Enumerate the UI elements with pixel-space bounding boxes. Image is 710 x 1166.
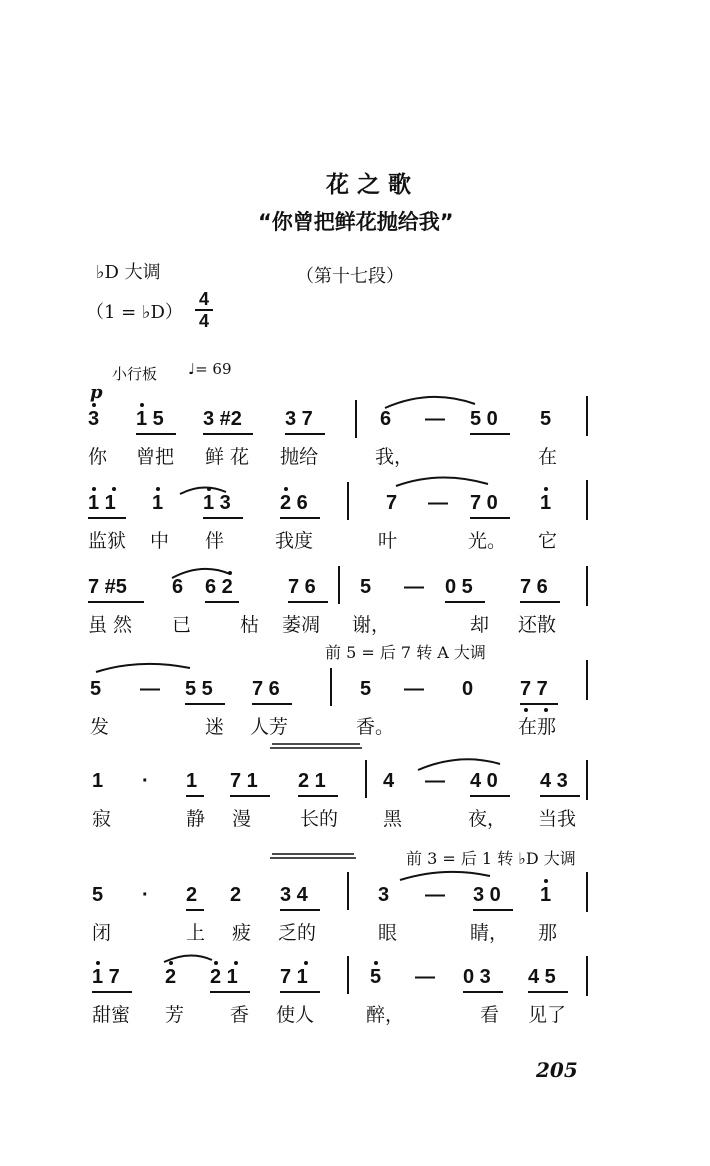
note: 7 #5 [88, 576, 127, 598]
octave-dot [112, 487, 116, 491]
underline [210, 991, 250, 993]
tempo-value: ♩= 69 [188, 360, 232, 378]
lyric: 乏的 [278, 922, 317, 944]
note: 5 [92, 884, 104, 906]
lyric: 看 [480, 1004, 500, 1026]
bar-line [586, 396, 588, 436]
lyric: 光。 [468, 530, 507, 552]
lyric: 寂 [92, 808, 112, 830]
underline [540, 795, 580, 797]
note: — [425, 408, 445, 430]
note: 4 3 [540, 770, 568, 792]
note: 0 [462, 678, 474, 700]
bar-line [586, 872, 588, 912]
octave-dot [92, 403, 96, 407]
lyric: 上 [186, 922, 206, 944]
note: — [428, 492, 448, 514]
note: 1 [152, 492, 164, 514]
note: 5 [90, 678, 102, 700]
underline [520, 601, 560, 603]
note: 2 1 [298, 770, 326, 792]
time-signature [195, 290, 213, 330]
page-number: 205 [536, 1058, 578, 1082]
tonic-label: （1 = ♭D） [86, 302, 183, 323]
underline [470, 433, 510, 435]
tempo-marking: 小行板 [112, 365, 158, 383]
note: 5 [360, 576, 372, 598]
octave-dot [207, 487, 211, 491]
note: 5 [370, 966, 382, 988]
note: 6 2 [205, 576, 233, 598]
note: 2 [230, 884, 242, 906]
underline [528, 991, 568, 993]
note: 2 [186, 884, 198, 906]
bar-line [347, 482, 349, 520]
underline [252, 703, 292, 705]
bar-line [338, 566, 340, 604]
lyric: 芳 [165, 1004, 185, 1026]
octave-dot [214, 961, 218, 965]
underline [230, 795, 270, 797]
lyric: 甜蜜 [92, 1004, 131, 1026]
underline [463, 991, 503, 993]
note: 6 [380, 408, 392, 430]
note: · [142, 770, 149, 792]
bar-line [347, 872, 349, 910]
underline [470, 517, 510, 519]
note: 1 3 [203, 492, 231, 514]
lyric: 静 [186, 808, 206, 830]
note: 5 5 [185, 678, 213, 700]
octave-dot [284, 487, 288, 491]
lyric: 抛给 [280, 446, 319, 468]
note: 3 #2 [203, 408, 242, 430]
note: 2 [165, 966, 177, 988]
note: 1 5 [136, 408, 164, 430]
note: 7 6 [520, 576, 548, 598]
lyric: 在那 [518, 716, 557, 738]
lyric: 枯 [240, 614, 260, 636]
underline [186, 909, 204, 911]
underline [92, 991, 132, 993]
octave-dot [544, 487, 548, 491]
note: 4 [383, 770, 395, 792]
note: 1 1 [88, 492, 116, 514]
underline [280, 909, 320, 911]
note: 7 0 [470, 492, 498, 514]
octave-dot [140, 403, 144, 407]
lyric: 它 [538, 530, 558, 552]
time-signature-bottom: 4 [198, 311, 209, 331]
lyric: 漫 [232, 808, 252, 830]
octave-dot [234, 961, 238, 965]
lyric: 已 [172, 614, 192, 636]
lyric: 香。 [356, 716, 395, 738]
lyric: 我度 [275, 530, 314, 552]
note: 6 [172, 576, 184, 598]
underline [470, 795, 510, 797]
lyric: 见了 [528, 1004, 567, 1026]
note: — [140, 678, 160, 700]
octave-dot [228, 571, 232, 575]
underline [88, 517, 126, 519]
modulation-note: 前 5 = 后 7 转 A 大调 [325, 643, 486, 662]
lyric: 使人 [276, 1004, 315, 1026]
octave-dot [374, 961, 378, 965]
lyric: 在 [538, 446, 558, 468]
lyric: 你 [88, 446, 108, 468]
underline [136, 433, 176, 435]
underline [280, 517, 320, 519]
note: 3 4 [280, 884, 308, 906]
note: 3 [378, 884, 390, 906]
note: · [142, 884, 149, 906]
note: 1 [92, 770, 104, 792]
note: — [404, 678, 424, 700]
bar-line [365, 760, 367, 798]
note: 5 [540, 408, 552, 430]
note: — [425, 770, 445, 792]
lyric: 中 [150, 530, 170, 552]
lyric: 伴 [205, 530, 225, 552]
lyric: 鲜 花 [205, 446, 250, 468]
underline [88, 601, 144, 603]
note: 4 0 [470, 770, 498, 792]
note: 3 [88, 408, 100, 430]
time-signature-top: 4 [198, 289, 209, 309]
lyric: 当我 [538, 808, 577, 830]
lyric: 长的 [300, 808, 339, 830]
note: 0 5 [445, 576, 473, 598]
lyric: 夜， [468, 808, 507, 830]
note: — [425, 884, 445, 906]
underline [445, 601, 485, 603]
note: — [404, 576, 424, 598]
underline [288, 601, 328, 603]
page-title: 花 之 歌 [326, 171, 412, 198]
note: 2 1 [210, 966, 238, 988]
lyric: 萎凋 [282, 614, 321, 636]
underline [186, 795, 204, 797]
underline [298, 795, 338, 797]
lyric: 醉， [366, 1004, 405, 1026]
lyric: 睛， [470, 922, 509, 944]
lyric: 黑 [383, 808, 403, 830]
note: 5 [360, 678, 372, 700]
note: 1 7 [92, 966, 120, 988]
underline [203, 517, 243, 519]
lyric: 发 [90, 716, 110, 738]
bar-line [586, 760, 588, 800]
octave-dot [304, 961, 308, 965]
note: 7 1 [280, 966, 308, 988]
underline [285, 433, 325, 435]
lyric: 我， [375, 446, 414, 468]
dynamic-mark: p [90, 382, 103, 403]
lyric: 曾把 [136, 446, 175, 468]
bar-line [355, 400, 357, 438]
octave-dot [169, 961, 173, 965]
underline [205, 601, 239, 603]
octave-dot [96, 961, 100, 965]
octave-dot [156, 487, 160, 491]
note: 1 [186, 770, 198, 792]
underline [203, 433, 253, 435]
note: 1 [540, 492, 552, 514]
lyric: 那 [538, 922, 558, 944]
bar-line [330, 668, 332, 706]
lyric: 疲 [232, 922, 252, 944]
note: 7 6 [288, 576, 316, 598]
lyric: 谢， [352, 614, 391, 636]
page-subtitle: “你曾把鲜花抛给我” [258, 210, 454, 234]
bar-line [586, 480, 588, 520]
note: 7 7 [520, 678, 548, 700]
lyric: 虽 然 [88, 614, 133, 636]
underline [520, 703, 558, 705]
lyric: 却 [470, 614, 490, 636]
lyric: 眼 [378, 922, 398, 944]
bar-line [586, 660, 588, 700]
note: 3 0 [473, 884, 501, 906]
lyric: 人芳 [250, 716, 289, 738]
bar-line [586, 566, 588, 606]
key-signature: ♭D 大调 [96, 262, 161, 283]
underline [185, 703, 225, 705]
note: 7 6 [252, 678, 280, 700]
note: 7 [386, 492, 398, 514]
underline [473, 909, 513, 911]
octave-dot [92, 487, 96, 491]
note: 0 3 [463, 966, 491, 988]
note: 7 1 [230, 770, 258, 792]
section-label: （第十七段） [296, 266, 404, 287]
lyric: 闭 [92, 922, 112, 944]
bar-line [586, 956, 588, 996]
lyric: 香 [230, 1004, 250, 1026]
underline [280, 991, 320, 993]
note: 1 [540, 884, 552, 906]
octave-dot [544, 879, 548, 883]
note: 5 0 [470, 408, 498, 430]
modulation-note: 前 3 = 后 1 转 ♭D 大调 [406, 849, 576, 868]
lyric: 迷 [205, 716, 225, 738]
lyric: 还散 [518, 614, 557, 636]
lyric: 叶 [378, 530, 398, 552]
note: — [415, 966, 435, 988]
note: 4 5 [528, 966, 556, 988]
lyric: 监狱 [88, 530, 127, 552]
note: 3 7 [285, 408, 313, 430]
bar-line [347, 956, 349, 994]
note: 2 6 [280, 492, 308, 514]
